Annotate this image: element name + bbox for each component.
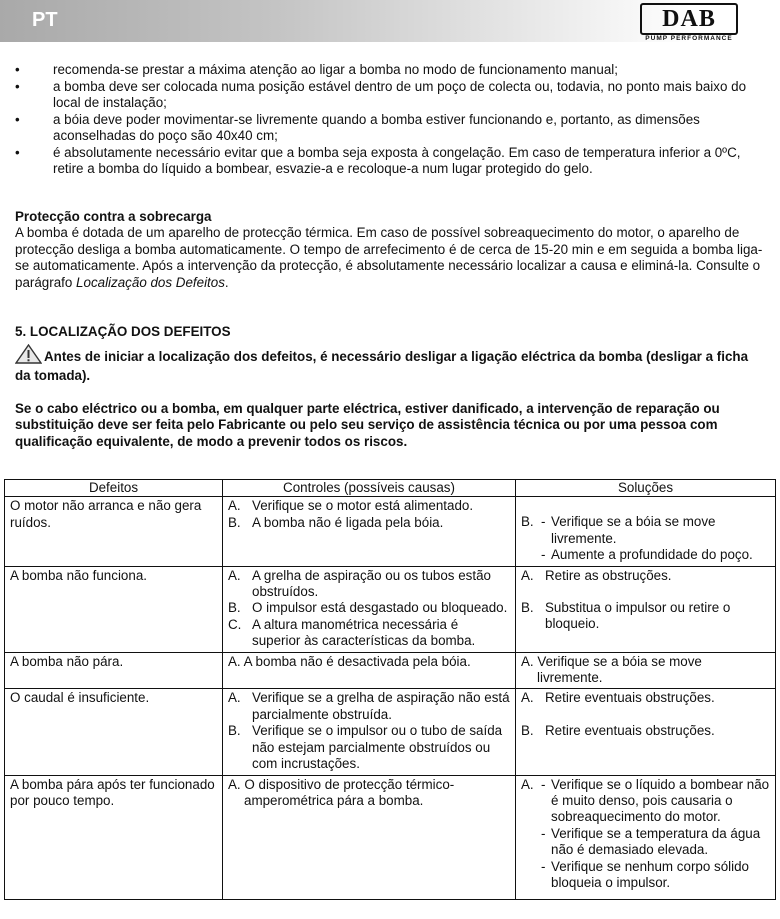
table-row (5, 497, 776, 566)
defect-cell: O motor não arranca e não gera ruídos. (5, 497, 223, 566)
table-row (5, 689, 776, 775)
defect-cell: A bomba não pára. (5, 652, 223, 689)
list-item: • a bóia deve poder movimentar-se livremente quando a bomba estiver funcionando e, portanto, as dimensões aconselhadas do poço são 40x40 cm; (15, 111, 700, 143)
bullet-icon: • (15, 78, 20, 94)
language-code: PT (32, 9, 58, 31)
repair-notice: Se o cabo eléctrico ou a bomba, em qualquer parte eléctrica, estiver danificado, a intervenção de reparação ou substituição deve ser feita pelo Fabricante ou pelo seu serviço de assistência técnica ou por uma pessoa com qualificação equivalente, de modo a prevenir todos os riscos. (15, 400, 720, 449)
controls-cell: A. Verifique se o motor está alimentado. B. A bomba não é ligada pela bóia. (223, 497, 516, 566)
precautions-list (15, 62, 763, 178)
header-defects: Defeitos (5, 480, 223, 497)
table-header-row (5, 480, 776, 497)
section-5-title: 5. LOCALIZAÇÃO DOS DEFEITOS (15, 324, 231, 339)
warning-text: Antes de iniciar a localização dos defeitos, é necessário desligar a ligação eléctrica da bomba (desligar a ficha da tomada). (15, 344, 763, 385)
page-header (0, 0, 780, 44)
dab-logo (636, 3, 742, 43)
solutions-cell: A. - Verifique se o líquido a bombear não é muito denso, pois causaria o sobreaquecimento do motor. - Verifique se a temperatura da água não é demasiado elevada. - Verifique se nenhum corpo sólido bloqueia o impulsor. (516, 775, 776, 899)
controls-cell: A. A grelha de aspiração ou os tubos estão obstruídos. B. O impulsor está desgastado ou bloqueado. C. A altura manométrica necessária é superior às características da bomba. (223, 566, 516, 652)
defect-cell: A bomba não funciona. (5, 566, 223, 652)
header-controls: Controles (possíveis causas) (223, 480, 516, 497)
table-row (5, 566, 776, 652)
overload-title: Protecção contra a sobrecarga (15, 208, 212, 224)
controls-cell: A. A bomba não é desactivada pela bóia. (223, 652, 516, 689)
overload-text: A bomba é dotada de um aparelho de protecção térmica. Em caso de possível sobreaquecimento do motor, o aparelho de protecção desliga a bomba automaticamente. O tempo de arrefecimento é de cerca de 15-20 min e em seguida a bomba liga-se automaticamente. Após a intervenção da protecção, é absolutamente necessário localizar a causa e eliminá-la. Consulte o parágrafo Localização dos Defeitos. (15, 225, 763, 290)
controls-cell: A. O dispositivo de protecção térmico-amperométrica pára a bomba. (223, 775, 516, 899)
solutions-cell: A. Verifique se a bóia se move livremente. (516, 652, 776, 689)
document-body (15, 62, 763, 450)
logo-subtitle: PUMP PERFORMANCE (645, 35, 733, 42)
section-reference: Localização dos Defeitos (76, 274, 225, 290)
bullet-icon: • (15, 111, 20, 127)
header-solutions: Soluções (516, 480, 776, 497)
list-item: • recomenda-se prestar a máxima atenção ao ligar a bomba no modo de funcionamento manual; (15, 62, 618, 77)
list-item: • a bomba deve ser colocada numa posição estável dentro de um poço de colecta ou, todavia, no ponto mais baixo do local de instalação; (15, 78, 747, 110)
solutions-cell: A. Retire as obstruções. B. Substitua o impulsor ou retire o bloqueio. (516, 566, 776, 652)
warning-triangle-icon (15, 344, 42, 369)
header-bar (0, 0, 690, 42)
solutions-cell: B. - Verifique se a bóia se move livremente. - Aumente a profundidade do poço. (516, 497, 776, 566)
solutions-cell: A. Retire eventuais obstruções. B. Retire eventuais obstruções. (516, 689, 776, 775)
troubleshooting-table (4, 479, 776, 900)
bullet-icon: • (15, 62, 20, 77)
controls-cell: A. Verifique se a grelha de aspiração não está parcialmente obstruída. B. Verifique se o impulsor ou o tubo de saída não estejam parcialmente obstruídos ou com incrustações. (223, 689, 516, 775)
defect-cell: A bomba pára após ter funcionado por pouco tempo. (5, 775, 223, 899)
bullet-icon: • (15, 144, 20, 160)
logo-text: DAB (640, 3, 738, 35)
table-row (5, 775, 776, 899)
table-row (5, 652, 776, 689)
defect-cell: O caudal é insuficiente. (5, 689, 223, 775)
list-item: • é absolutamente necessário evitar que a bomba seja exposta à congelação. Em caso de temperatura inferior a 0ºC, retire a bomba do líquido a bombear, esvazie-a e recoloque-a num lugar protegido do gelo. (15, 144, 741, 176)
